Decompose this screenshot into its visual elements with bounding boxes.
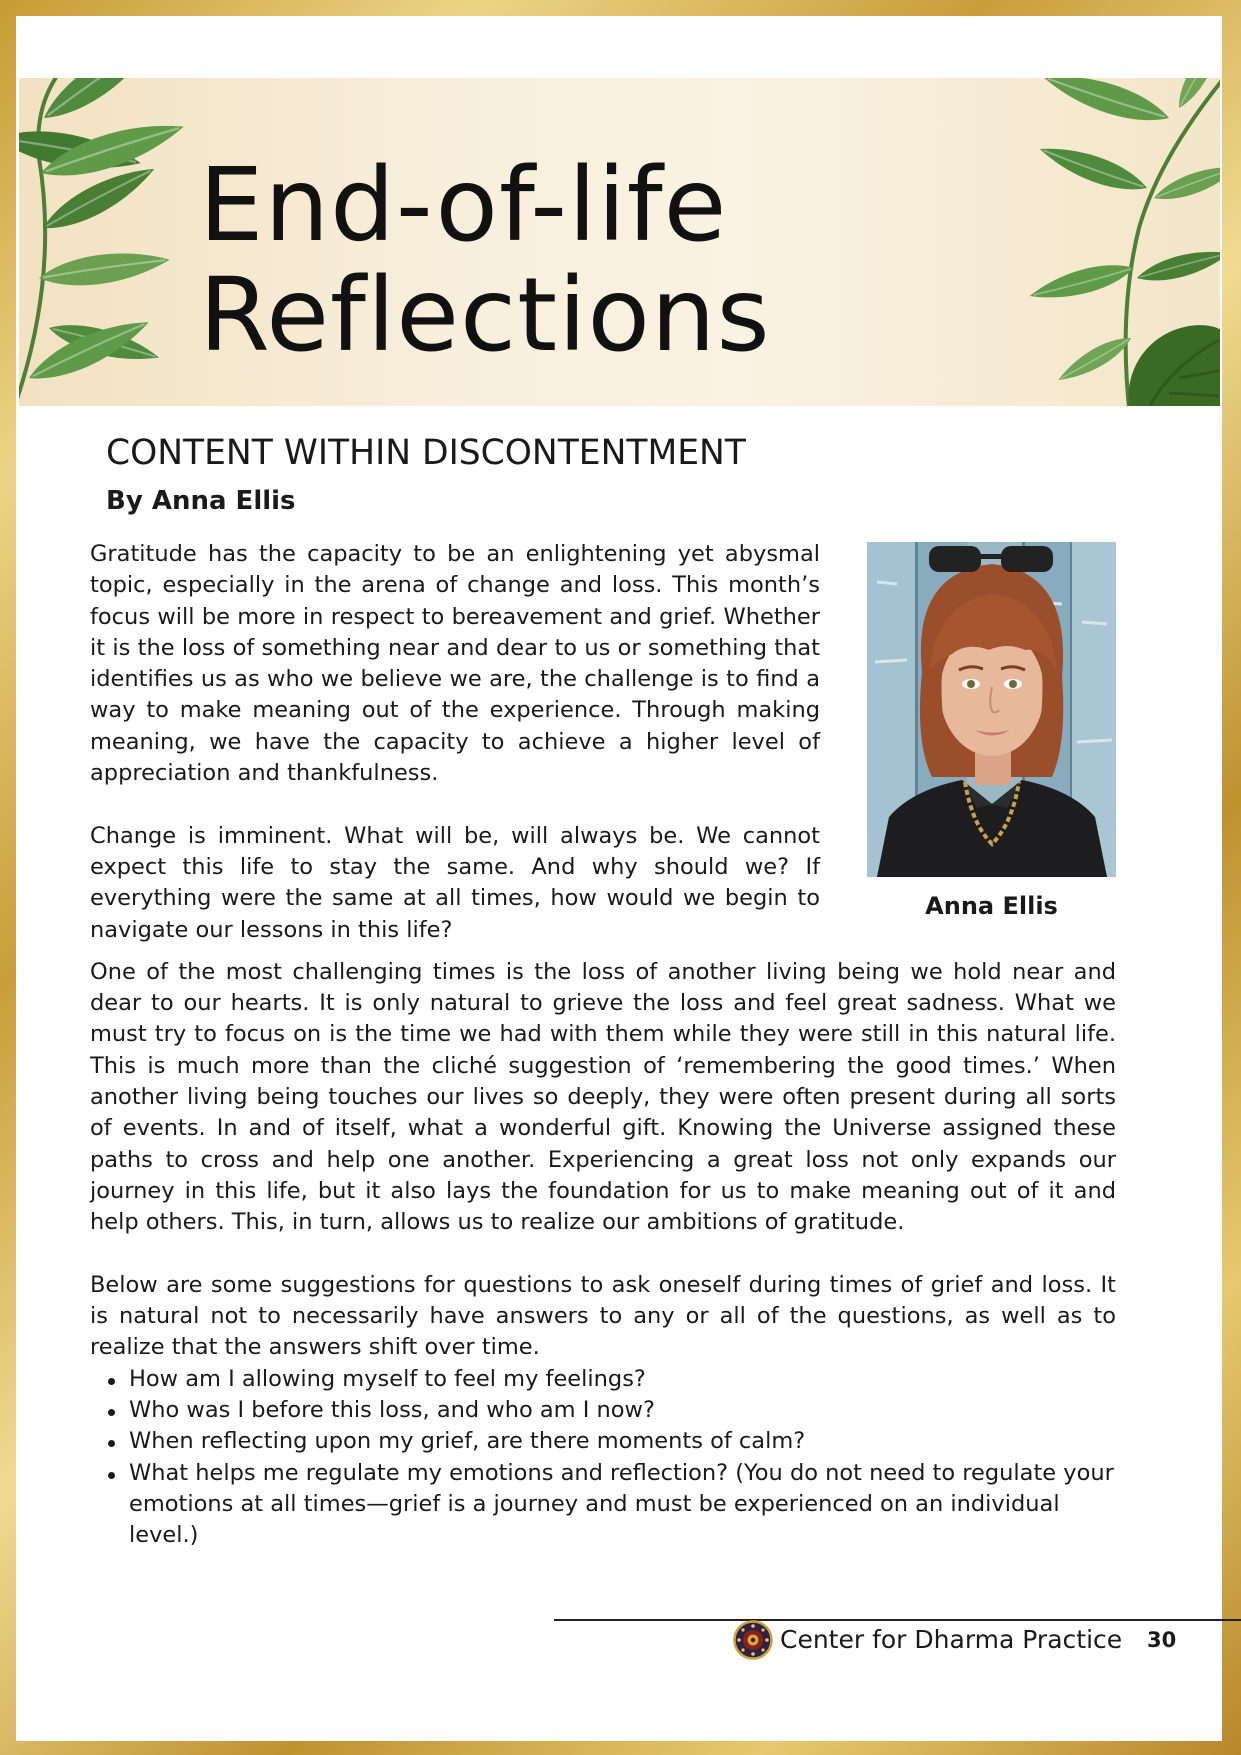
title-line-1: End-of-life: [199, 146, 728, 265]
leaf-shape: [35, 78, 165, 130]
article-heading: CONTENT WITHIN DISCONTENTMENT: [106, 433, 746, 473]
page-number: 30: [1147, 1628, 1177, 1652]
bullet-icon: [108, 1472, 115, 1479]
author-photo: [867, 542, 1116, 877]
question-text: When reflecting upon my grief, are there moments of calm?: [129, 1428, 806, 1455]
footer-org-name: Center for Dharma Practice: [780, 1625, 1123, 1654]
leaf-shape: [1151, 158, 1220, 207]
paragraph-1: Gratitude has the capacity to be an enlightening yet abysmal topic, especially in the arena of change and loss. This month’s focus will be more in respect to bereavement and grief. Whether it is the loss of something near and dear to us or something that identifies us as who we believe we are, the challenge is to find a way to make meaning out of the experience. Through making meaning, we have the capacity to achieve a higher level of appreciation and thankfulness.: [90, 541, 820, 787]
article-byline: By Anna Ellis: [106, 486, 296, 516]
leaf-cluster-right: [1027, 78, 1220, 406]
leaf-shape: [1054, 330, 1136, 388]
paragraph-4: Below are some suggestions for questions to ask oneself during times of grief and loss. It is natural not to necessarily have answers to any or all of the questions, as well as to realize that the answers shift over time.: [90, 1271, 1116, 1361]
dharma-center-emblem-icon: [733, 1620, 773, 1660]
article-body: [90, 539, 1116, 1552]
intro-column: [90, 539, 820, 946]
paragraph-3: One of the most challenging times is the loss of another living being we hold near and dear to our hearts. It is only natural to grieve the loss and feel great sadness. What we must try to focus on is the time we had with them while they were still in this natural life. This is much more than the cliché suggestion of ‘remembering the good times.’ When another living being touches our lives so deeply, they were often present during all sorts of events. In and of itself, what a wonderful gift. Knowing the Universe assigned these paths to cross and help one another. Experiencing a great loss not only expands our journey in this life, but it also lays the foundation for us to make meaning out of it and help others. This, in turn, allows us to realize our ambitions of gratitude.: [90, 958, 1116, 1236]
photo-caption: Anna Ellis: [925, 892, 1058, 920]
page-title: [199, 146, 771, 375]
bullet-icon: [108, 1440, 115, 1447]
title-line-2: Reflections: [199, 256, 771, 375]
leaf-shape: [1039, 78, 1173, 132]
intro-row: [90, 539, 1116, 946]
leaf-shape: [1134, 243, 1220, 288]
leaf-shape: [37, 245, 172, 292]
list-item: [129, 1458, 1116, 1552]
list-item: [129, 1395, 1116, 1426]
question-list: [90, 1364, 1116, 1552]
question-text: How am I allowing myself to feel my feelings?: [129, 1365, 646, 1392]
list-item: [129, 1426, 1116, 1457]
leaf-cluster-left: [19, 78, 189, 406]
list-item: [129, 1364, 1116, 1395]
question-text: Who was I before this loss, and who am I now?: [129, 1397, 655, 1424]
leaf-shape: [1036, 137, 1152, 199]
author-photo-column: [867, 542, 1116, 921]
footer-divider: [554, 1619, 1241, 1621]
bullet-icon: [108, 1378, 115, 1385]
leaf-shape: [1027, 257, 1137, 308]
paragraph-2: Change is imminent. What will be, will always be. We cannot expect this life to stay the same. And why should we? If everything were the same at all times, how would we begin to navigate our lessons in this life?: [90, 822, 820, 943]
question-text: What helps me regulate my emotions and reflection? (You do not need to regulate your emotions at all times—grief is a journey and must be experienced on an individual level.): [129, 1459, 1114, 1549]
bullet-icon: [108, 1409, 115, 1416]
